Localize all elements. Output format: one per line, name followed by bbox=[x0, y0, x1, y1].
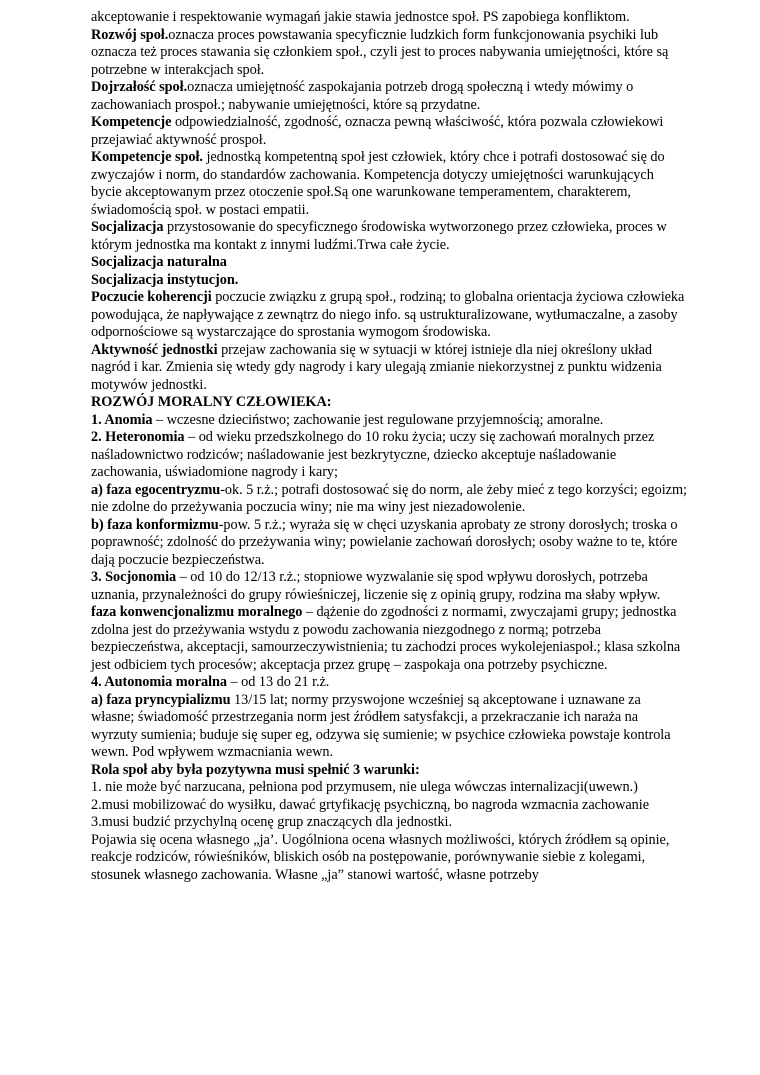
term: faza konwencjonalizmu moralnego bbox=[91, 604, 303, 620]
definition: 2.musi mobilizować do wysiłku, dawać grtyfikację psychiczną, bo nagroda wzmacnia zachowanie bbox=[91, 796, 649, 813]
definition: 1. nie może być narzucana, pełniona pod przymusem, nie ulega wówczas internalizacji(uwewn.) bbox=[91, 779, 638, 795]
list-item bbox=[91, 797, 687, 815]
paragraph-socjonomia bbox=[91, 569, 687, 604]
definition: oznacza umiejętność zaspokajania potrzeb drogą społeczną i wtedy mówimy o zachowaniach prospoł.; nabywanie umiejętności, które są przydatne. bbox=[91, 79, 634, 113]
definition: – wczesne dzieciństwo; zachowanie jest regulowane przyjemnością; amoralne. bbox=[152, 411, 604, 428]
term: b) faza konformizmu bbox=[91, 516, 219, 533]
definition: akceptowanie i respektowanie wymagań jakie stawia jednostce społ. PS zapobiega konfliktom. bbox=[91, 9, 630, 25]
list-item bbox=[91, 814, 687, 832]
paragraph-anomia bbox=[91, 412, 687, 430]
paragraph-kompetencje-spol bbox=[91, 149, 687, 219]
paragraph bbox=[91, 9, 687, 27]
term: Aktywność jednostki bbox=[91, 341, 218, 358]
term: Rozwój społ. bbox=[91, 26, 169, 43]
paragraph-dojrzalosc-spol bbox=[91, 79, 687, 114]
term: Socjalizacja naturalna bbox=[91, 254, 227, 270]
definition: Pojawia się ocena własnego „ja’. Uogólniona ocena własnych możliwości, których źródłem są opinie, reakcje rodziców, rówieśników, bliskich osób na postępowanie, porównywanie siebie z kolegami, stosunek własnego zachowania. Własne „ja” stanowi wartość, własne potrzeby bbox=[91, 831, 670, 883]
definition: poczucie związku z grupą społ., rodziną; to globalna orientacja życiowa człowieka powodująca, że napływające z zewnątrz do niego info. są ustrukturalizowane, wytłumaczalne, a zasoby odpornościowe są wystarczające do sprostania wymogom środowiska. bbox=[91, 289, 685, 340]
heading-socjalizacja-naturalna bbox=[91, 254, 687, 272]
term: Socjalizacja instytucjon. bbox=[91, 271, 239, 288]
definition: – od 10 do 12/13 r.ż.; stopniowe wyzwalanie się spod wpływu dorosłych, potrzeba uznania, przynależności do grupy rówieśniczej, liczenie się z opinią grupy, rodzina ma słaby wpływ. bbox=[91, 569, 661, 603]
definition: – od wieku przedszkolnego do 10 roku życia; uczy się zachowań moralnych przez naśladownictwo rodziców; naśladowanie jest bezkrytyczne, dziecko akceptuje naśladowanie zachowania, uświadomione nagrody i kary; bbox=[91, 429, 655, 480]
definition: 3.musi budzić przychylną ocenę grup znaczących dla jednostki. bbox=[91, 814, 452, 830]
definition: – dążenie do zgodności z normami, zwyczajami grupy; jednostka zdolna jest do przeżywania wstydu z powodu zachowania niezgodnego z normą; potrzeba bezpieczeństwa, akceptacji, samourzeczywistnienia; tu zachodzi proces wykolejeniaspoł.; klasa szkolna jest odbiciem tych procesów; akceptacja przez grupę – zaspokaja ona potrzeby psychiczne. bbox=[91, 604, 681, 673]
definition: przejaw zachowania się w sytuacji w której istnieje dla niej określony układ nagród i kar. Zmienia się wtedy gdy nagrody i kary ulegają zmianie niekorzystnej z punktu widzenia motywów jednostki. bbox=[91, 341, 662, 393]
term: 2. Heteronomia bbox=[91, 429, 185, 445]
term: 3. Socjonomia bbox=[91, 569, 177, 585]
term: Rola społ aby była pozytywna musi spełnić 3 warunki: bbox=[91, 761, 420, 778]
definition: – od 13 do 21 r.ż. bbox=[227, 674, 330, 690]
heading-socjalizacja-instytucjon bbox=[91, 272, 687, 290]
definition: przystosowanie do specyficznego środowiska wytworzonego przez człowieka, proces w którym jednostka ma kontakt z innymi ludźmi.Trwa całe życie. bbox=[91, 219, 667, 253]
paragraph-rozwoj-spol bbox=[91, 27, 687, 80]
term: 4. Autonomia moralna bbox=[91, 674, 228, 690]
document-page bbox=[91, 9, 687, 884]
definition: jednostką kompetentną społ jest człowiek, który chce i potrafi dostosować się do zwyczajów i norm, do standardów zachowania. Kompetencja dotyczy umiejętności warunkujących bycie akceptowanym przez otoczenie społ.Są one warunkowane temperamentem, charakterem, świadomością społ. w postaci empatii. bbox=[91, 149, 665, 218]
paragraph-faza-pryncypializmu bbox=[91, 692, 687, 762]
definition: 13/15 lat; normy przyswojone wcześniej są akceptowane i uznawane za własne; świadomość przestrzegania norm jest źródłem satysfakcji, a przekraczanie ich naraża na wyrzuty sumienia; buduje się super eg, odzywa się sumienie; w psychice człowieka powstaje kontrola wewn. Pod wpływem wzmacniania wewn. bbox=[91, 691, 671, 760]
definition: oznacza proces powstawania specyficznie ludzkich form funkcjonowania psychiki lub oznacza też proces stawania się członkiem społ., czyli jest to proces nabywania umiejętności, które są potrzebne w interakcjach społ. bbox=[91, 26, 669, 78]
paragraph-poczucie-koherencji bbox=[91, 289, 687, 342]
paragraph-faza-egocentryzmu bbox=[91, 482, 687, 517]
paragraph-faza-konformizmu bbox=[91, 517, 687, 570]
term: 1. Anomia bbox=[91, 411, 153, 428]
paragraph-autonomia-moralna bbox=[91, 674, 687, 692]
term: Socjalizacja bbox=[91, 219, 164, 235]
term: Kompetencje bbox=[91, 114, 172, 130]
term: a) faza egocentryzmu bbox=[91, 481, 221, 498]
term: Poczucie koherencji bbox=[91, 289, 212, 305]
paragraph-ocena-ja bbox=[91, 832, 687, 885]
section-heading-rozwoj-moralny bbox=[91, 394, 687, 412]
paragraph-socjalizacja bbox=[91, 219, 687, 254]
term: Kompetencje społ. bbox=[91, 149, 203, 165]
paragraph-heteronomia bbox=[91, 429, 687, 482]
paragraph-aktywnosc-jednostki bbox=[91, 342, 687, 395]
paragraph-kompetencje bbox=[91, 114, 687, 149]
definition: -pow. 5 r.ż.; wyraża się w chęci uzyskania aprobaty ze strony dorosłych; troska o poprawność; zdolność do przeżywania winy; powielanie zachowań dorosłych; osoby ważne to te, które dają poczucie bezpieczeństwa. bbox=[91, 516, 678, 568]
list-item bbox=[91, 779, 687, 797]
definition: -ok. 5 r.ż.; potrafi dostosować się do norm, ale żeby mieć z tego korzyści; egoizm; nie zdolne do przeżywania poczucia winy; nie ma winy jest niezadowolenie. bbox=[91, 481, 687, 515]
heading-rola-spol bbox=[91, 762, 687, 780]
term: Dojrzałość społ. bbox=[91, 79, 188, 95]
term: ROZWÓJ MORALNY CZŁOWIEKA: bbox=[91, 394, 332, 410]
paragraph-faza-konwencjonalizmu bbox=[91, 604, 687, 674]
definition: odpowiedzialność, zgodność, oznacza pewną właściwość, która pozwala człowiekowi przejawiać aktywność prospoł. bbox=[91, 114, 664, 148]
term: a) faza pryncypializmu bbox=[91, 691, 231, 708]
